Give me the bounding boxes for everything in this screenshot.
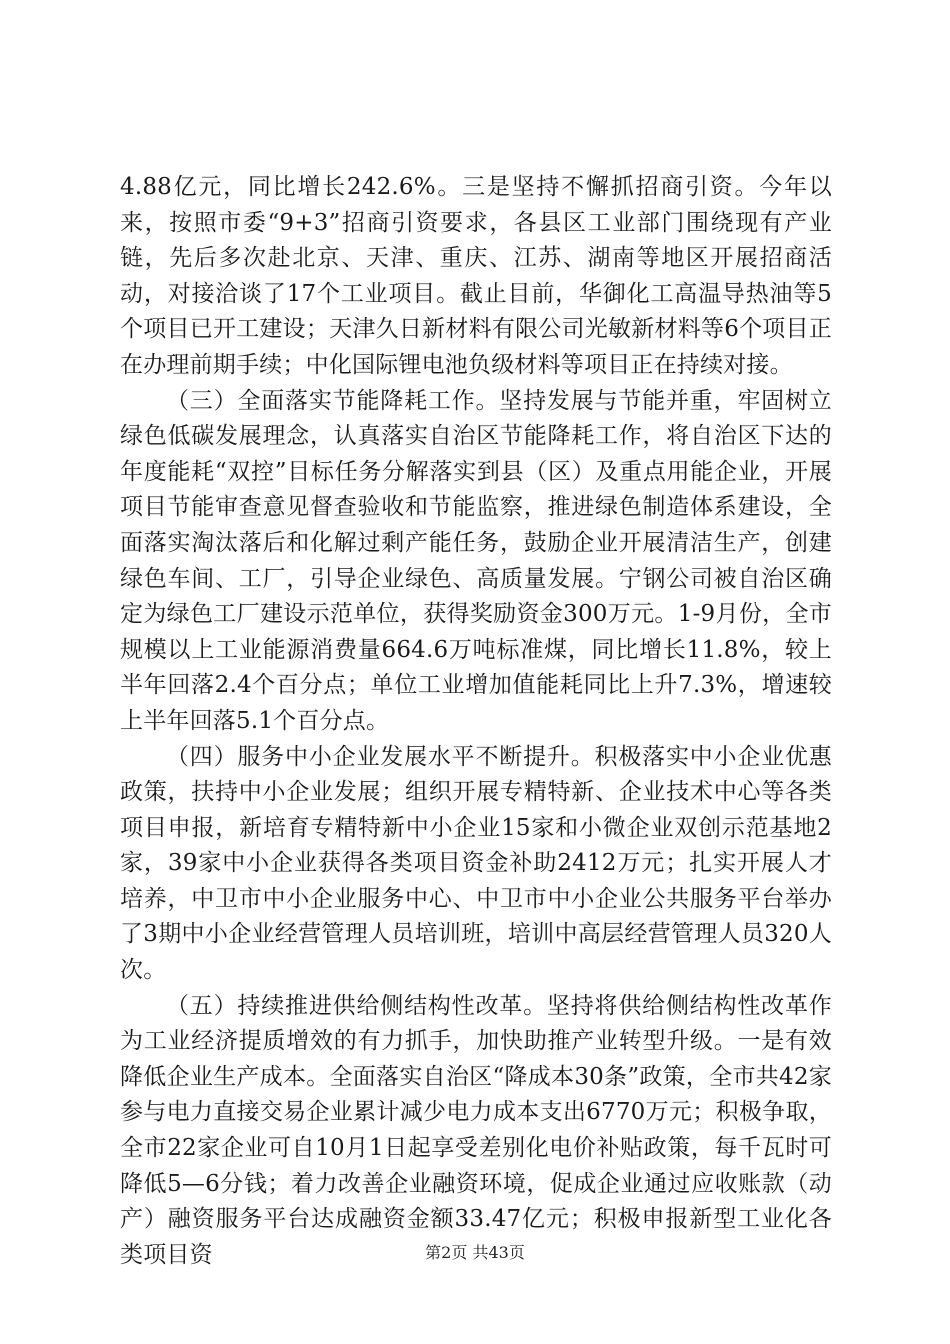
- page-total: 共43页: [472, 1243, 525, 1262]
- paragraph-continuation: 4.88亿元，同比增长242.6%。三是坚持不懈抓招商引资。今年以来，按照市委“9+3”招商引资要求，各县区工业部门围绕现有产业链，先后多次赴北京、天津、重庆、江苏、湖南等地区开展招商活动，对接洽谈了17个工业项目。截止目前，华御化工高温导热油等5个项目已开工建设；天津久日新材料有限公司光敏新材料等6个项目正在办理前期手续；中化国际锂电池负级材料等项目正在持续对接。: [120, 174, 832, 378]
- paragraph-supply-side-reform: （五）持续推进供给侧结构性改革。坚持将供给侧结构性改革作为工业经济提质增效的有力抓手，加快助推产业转型升级。一是有效降低企业生产成本。全面落实自治区“降成本30条”政策，全市共42家参与电力直接交易企业累计减少电力成本支出6770万元；积极争取，全市22家企业可自10月1日起享受差别化电价补贴政策，每千瓦时可降低5—6分钱；着力改善企业融资环境，促成企业通过应收账款（动产）融资服务平台达成融资金额33.47亿元；积极申报新型工业化各类项目资: [120, 992, 832, 1268]
- paragraph-sme-services: （四）服务中小企业发展水平不断提升。积极落实中小企业优惠政策，扶持中小企业发展；组织开展专精特新、企业技术中心等各类项目申报，新培育专精特新中小企业15家和小微企业双创示范基地2家，39家中小企业获得各类项目资金补助2412万元；扎实开展人才培养，中卫市中小企业服务中心、中卫市中小企业公共服务平台举办了3期中小企业经营管理人员培训班，培训中高层经营管理人员320人次。: [120, 743, 832, 984]
- document-body: [120, 170, 832, 1273]
- page-number: 第2页: [425, 1243, 468, 1262]
- page-footer: [0, 1243, 950, 1263]
- paragraph-energy-saving: （三）全面落实节能降耗工作。坚持发展与节能并重，牢固树立绿色低碳发展理念，认真落实自治区节能降耗工作，将自治区下达的年度能耗“双控”目标任务分解落实到县（区）及重点用能企业，开展项目节能审查意见督查验收和节能监察，推进绿色制造体系建设，全面落实淘汰落后和化解过剩产能任务，鼓励企业开展清洁生产，创建绿色车间、工厂，引导企业绿色、高质量发展。宁钢公司被自治区确定为绿色工厂建设示范单位，获得奖励资金300万元。1-9月份，全市规模以上工业能源消费量664.6万吨标准煤，同比增长11.8%，较上半年回落2.4个百分点；单位工业增加值能耗同比上升7.3%，增速较上半年回落5.1个百分点。: [120, 387, 832, 734]
